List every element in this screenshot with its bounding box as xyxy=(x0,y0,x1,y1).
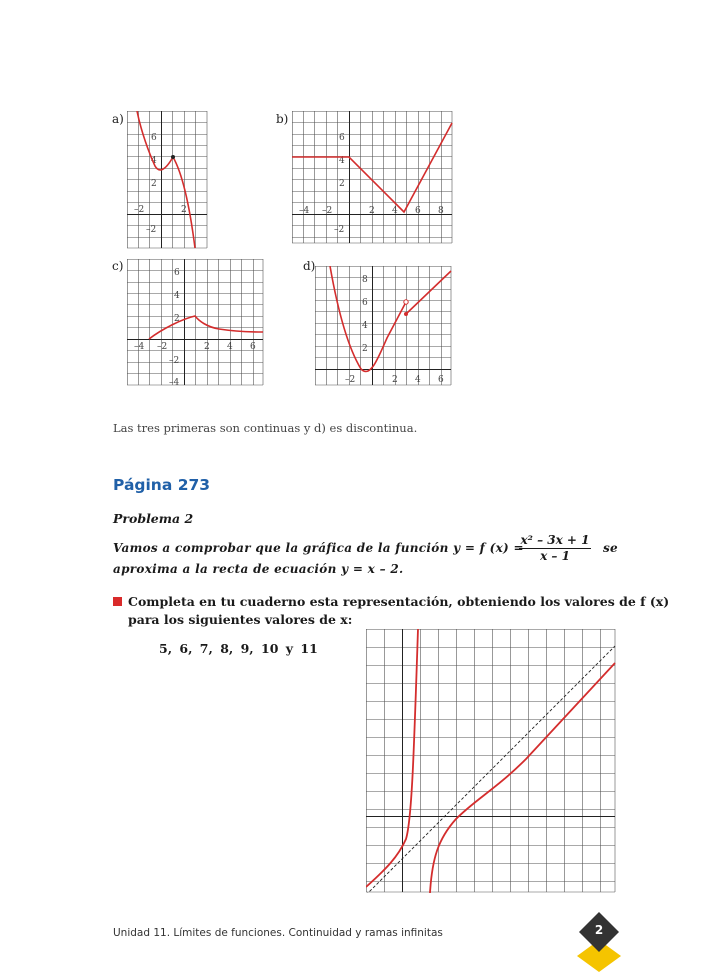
graphs-caption: Las tres primeras son continuas y d) es discontinua. xyxy=(113,421,418,435)
graph-c-ytick: –2 xyxy=(169,356,180,366)
graph-d-xtick: 4 xyxy=(415,375,421,385)
problem-title: Problema 2 xyxy=(113,511,194,526)
graph-c-ytick: 2 xyxy=(174,314,180,324)
page-title: Página 273 xyxy=(113,476,211,494)
main-graph xyxy=(366,629,616,893)
graph-a-ytick: 2 xyxy=(151,179,157,189)
footer-unit-title: Unidad 11. Límites de funciones. Continuidad y ramas infinitas xyxy=(113,927,443,939)
graph-c-xtick: 6 xyxy=(250,342,256,352)
graph-b-ytick: 6 xyxy=(339,133,345,143)
task-line2: para los siguientes valores de x: xyxy=(128,612,353,627)
graph-d-open-point xyxy=(404,300,408,304)
graph-d-ytick: 8 xyxy=(362,275,368,285)
graph-c-ytick: 6 xyxy=(174,268,180,278)
problem-statement-se: se xyxy=(603,541,618,555)
task-values: 5, 6, 7, 8, 9, 10 y 11 xyxy=(159,641,318,656)
graph-c xyxy=(127,259,264,386)
fraction-denominator: x – 1 xyxy=(540,549,570,563)
page-number-badge xyxy=(577,910,621,972)
fraction-numerator: x² – 3x + 1 xyxy=(520,533,590,547)
graph-c-xtick: 2 xyxy=(204,342,210,352)
graph-a-xtick: 2 xyxy=(181,205,187,215)
page-number: 2 xyxy=(594,923,604,937)
graph-b-xtick: 8 xyxy=(438,206,444,216)
graph-c-ytick: –4 xyxy=(169,378,180,386)
main-graph-right-branch xyxy=(430,663,615,893)
graph-b-label: b) xyxy=(276,112,289,126)
graph-d-xtick: 6 xyxy=(438,375,444,385)
problem-fraction xyxy=(519,533,591,563)
graph-b-ytick: 2 xyxy=(339,179,345,189)
graph-b-xtick: 2 xyxy=(369,206,375,216)
graph-d-ytick: 6 xyxy=(362,298,368,308)
graph-a-ytick: –2 xyxy=(146,225,157,235)
graph-b-xtick: 6 xyxy=(415,206,421,216)
graph-c-xtick: –2 xyxy=(157,342,168,352)
task-line1: Completa en tu cuaderno esta representación, obteniendo los valores de f (x) xyxy=(128,594,670,609)
graph-d-ytick: 2 xyxy=(362,344,368,354)
graph-b-xtick: 4 xyxy=(392,206,398,216)
graph-c-xtick: 4 xyxy=(227,342,233,352)
asymptote-dashed-line xyxy=(366,646,615,893)
graph-d-label: d) xyxy=(303,259,316,273)
graph-b-ytick: –2 xyxy=(334,225,345,235)
graph-a-ytick: 4 xyxy=(151,156,157,166)
graph-c-ytick: 4 xyxy=(174,291,180,301)
graph-d-curve xyxy=(330,266,406,371)
graph-d-ytick: 4 xyxy=(362,321,368,331)
graph-b xyxy=(292,111,453,244)
bullet-square-icon xyxy=(113,597,122,606)
main-graph-left-branch xyxy=(366,629,418,887)
graph-b-xtick: –2 xyxy=(322,206,333,216)
graph-a-point xyxy=(171,155,175,159)
graph-d-xtick: 2 xyxy=(392,375,398,385)
graph-a-label: a) xyxy=(112,112,124,126)
graph-d-xtick: –2 xyxy=(345,375,356,385)
graph-a xyxy=(127,111,208,249)
graph-b-ytick: 4 xyxy=(339,156,345,166)
graph-a-ytick: 6 xyxy=(151,133,157,143)
graph-c-label: c) xyxy=(112,259,124,273)
graph-a-xtick: –2 xyxy=(134,205,145,215)
graph-c-xtick: –4 xyxy=(134,342,145,352)
graph-d xyxy=(315,266,452,386)
problem-statement-line2: aproxima a la recta de ecuación y = x – 2. xyxy=(113,562,404,576)
graph-d-filled-point xyxy=(404,312,408,316)
problem-statement-line1: Vamos a comprobar que la gráfica de la función y = f (x) = xyxy=(113,541,524,555)
graph-b-curve xyxy=(292,123,452,212)
graph-b-xtick: –4 xyxy=(299,206,310,216)
